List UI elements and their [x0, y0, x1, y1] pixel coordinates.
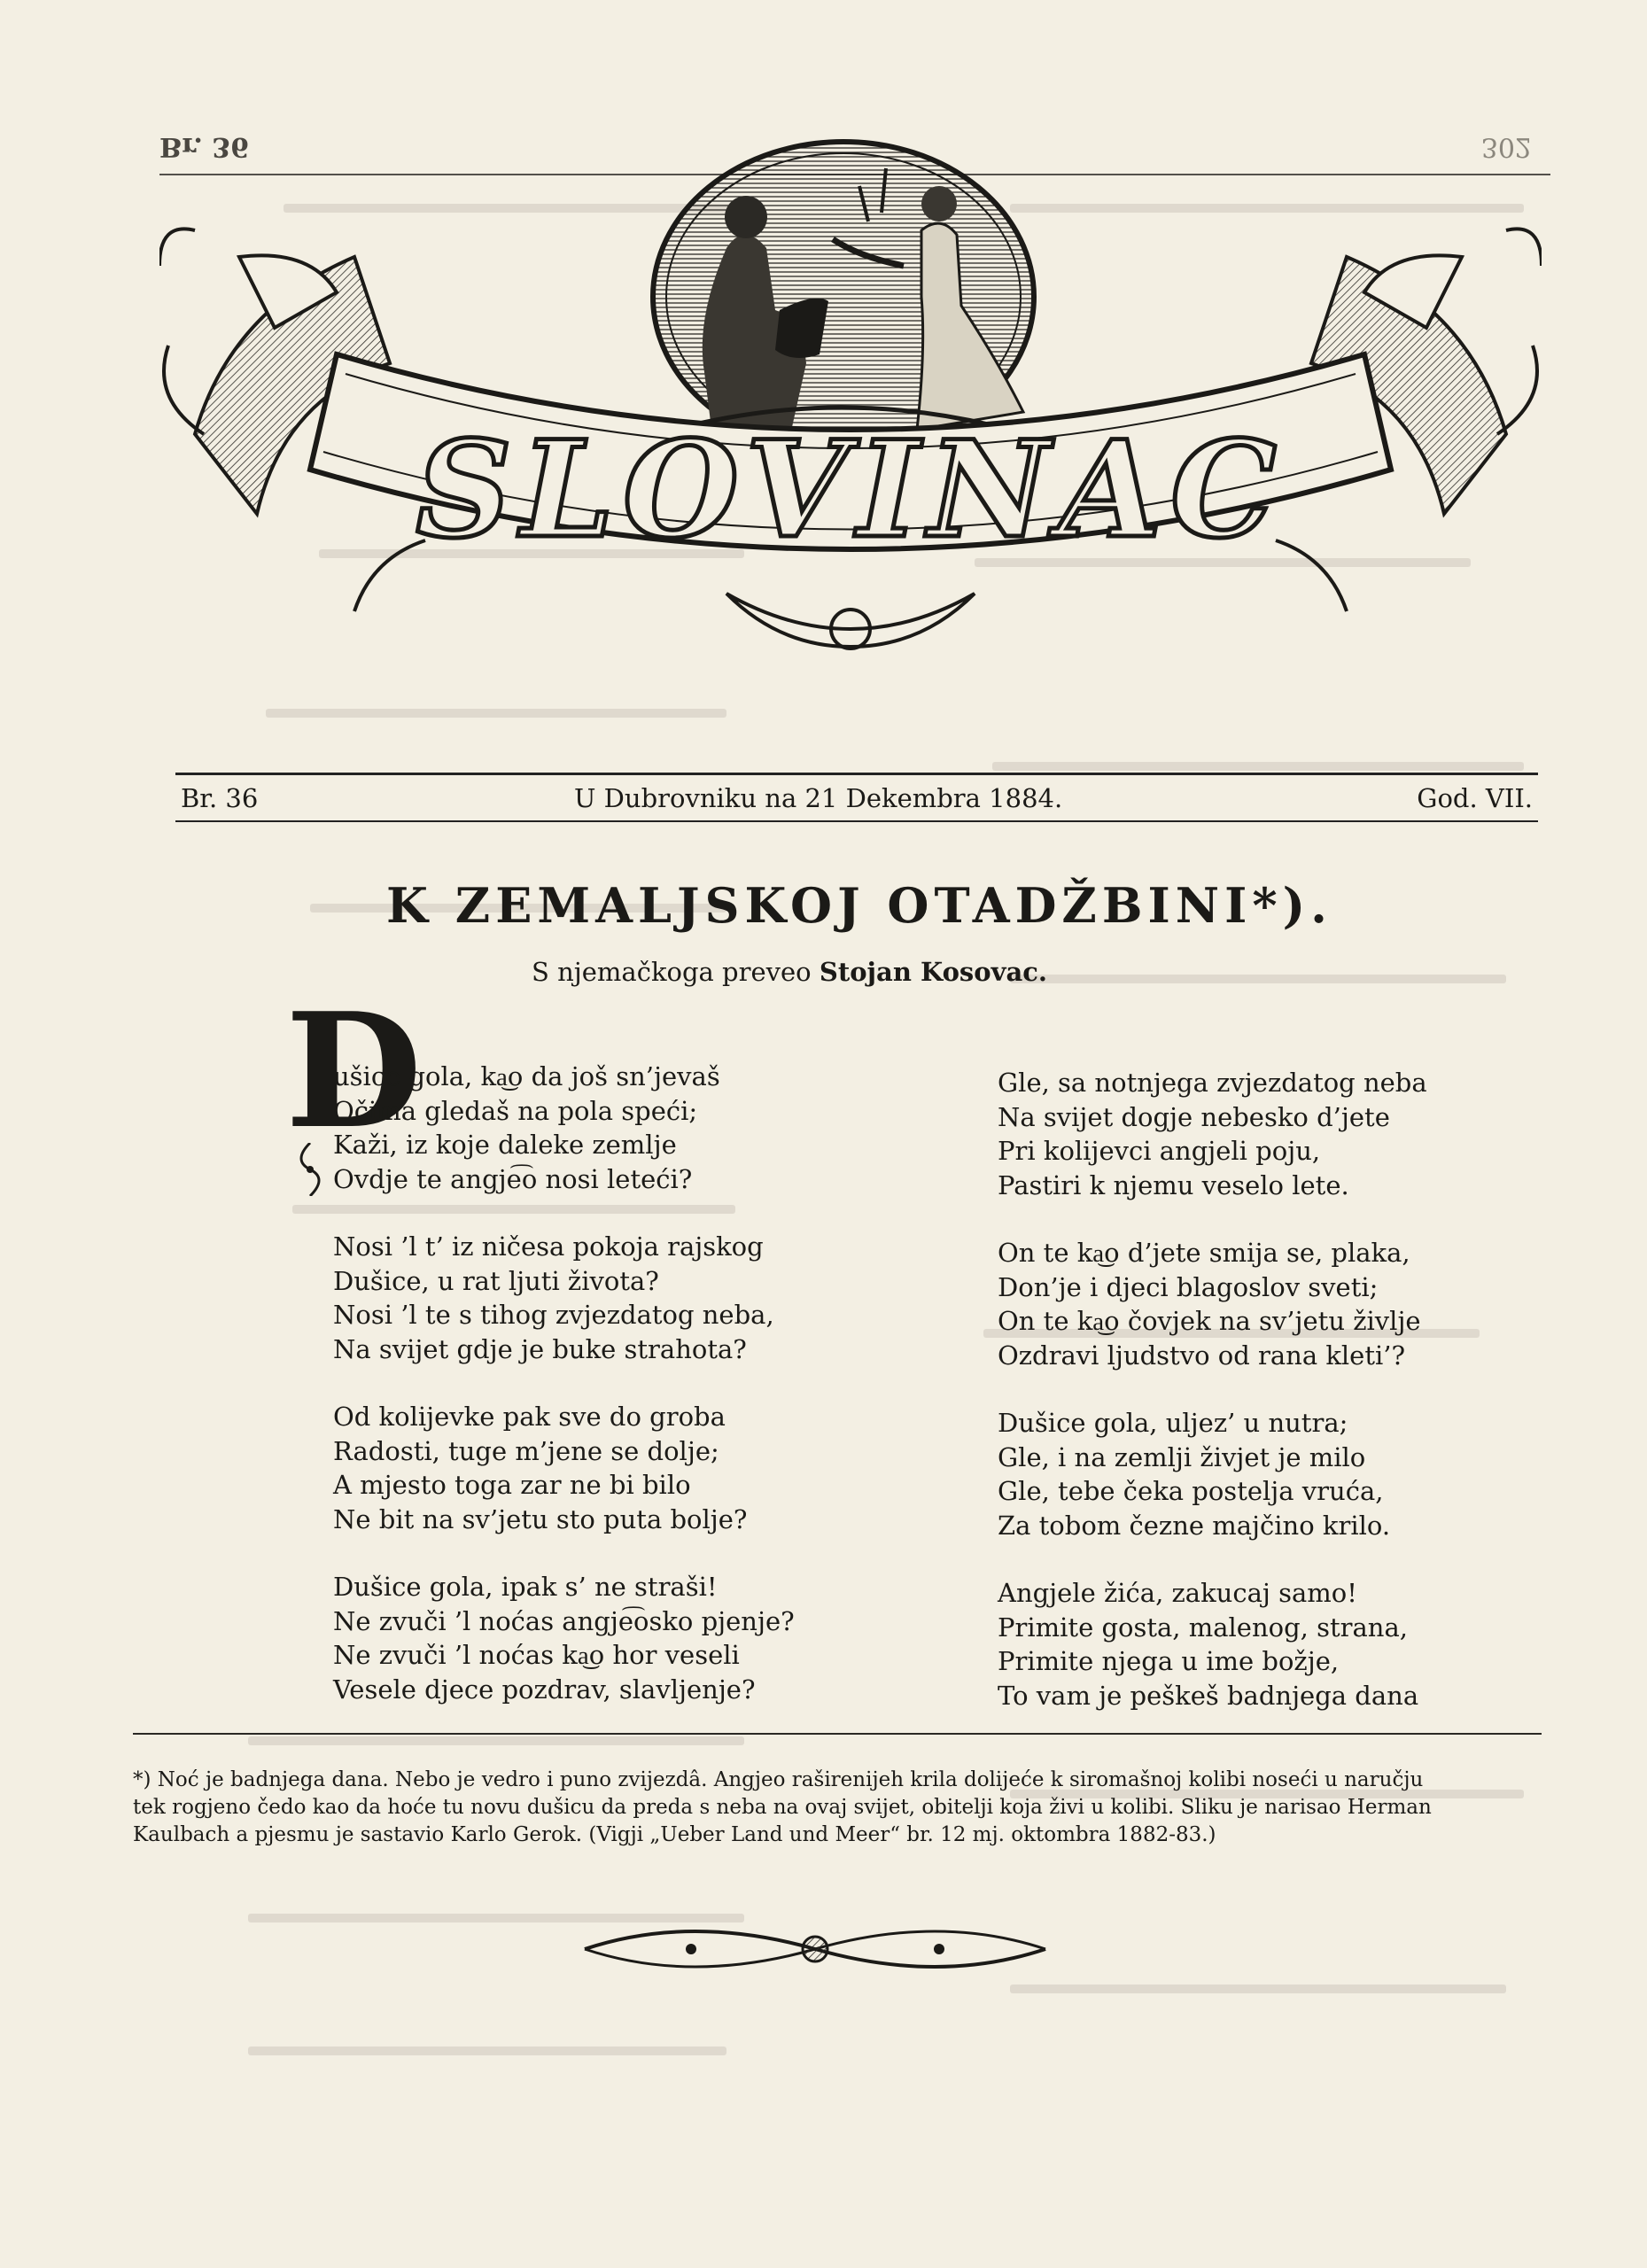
stanza — [333, 1060, 794, 1196]
poem-column-left — [333, 1060, 794, 1740]
issue-place-date: U Dubrovniku na 21 Dekembra 1884. — [574, 783, 1063, 813]
verse-line: Nosi ’l t’ iz ničesa pokoja rajskog — [333, 1231, 764, 1262]
issue-rule-bottom — [175, 820, 1538, 822]
verse-line: Ne zvuči ’l noćas ka͜o hor veseli — [333, 1640, 740, 1670]
verse-line: Očima gledaš na pola speći; — [333, 1095, 698, 1126]
verse-line: Don’je i djeci blagoslov sveti; — [998, 1271, 1379, 1302]
stanza — [333, 1230, 794, 1366]
closing-ornament-icon — [567, 1914, 1063, 1984]
footnote-line: tek rogjeno čedo kao da hoće tu novu dušicu da preda s neba na ovaj svijet, obitelji koja živi u kolibi. Sliku je narisao Herman — [133, 1796, 1432, 1819]
verse-line: Za tobom čezne majčino krilo. — [998, 1510, 1391, 1541]
verse-line: Dušice gola, ipak s’ ne straši! — [333, 1572, 718, 1602]
verse-line: Od kolijevke pak sve do groba — [333, 1402, 726, 1432]
translator-name: Stojan Kosovac. — [819, 957, 1047, 987]
masthead-title: SLOVINAC — [416, 412, 1286, 568]
verse-line: Dušice gola, uljez’ u nutra; — [998, 1408, 1348, 1438]
verse-line: ušice gola, ka͜o da još sn’jevaš — [333, 1061, 720, 1091]
masthead — [159, 133, 1542, 709]
verse-line: Na svijet gdje je buke strahota? — [333, 1333, 747, 1364]
masthead-illustration — [159, 133, 1542, 709]
verse-line: Radosti, tuge m’jene se dolje; — [333, 1435, 719, 1466]
verse-line: On te ka͜o d’jete smija se, plaka, — [998, 1238, 1410, 1268]
stanza — [998, 1236, 1458, 1372]
translator-prefix: S njemačkoga preveo — [532, 957, 812, 987]
page-number-left: Br. 36 — [159, 131, 250, 162]
issue-year: God. VII. — [1417, 783, 1533, 813]
verse-line: Nosi ’l te s tihog zvjezdatog neba, — [333, 1300, 774, 1330]
issue-number: Br. 36 — [181, 783, 259, 813]
verse-line: Primite njega u ime božje, — [998, 1646, 1340, 1676]
poem-column-right — [998, 1066, 1458, 1746]
stanza — [998, 1406, 1458, 1542]
footnote — [133, 1767, 1542, 1849]
verse-line: Kaži, iz koje daleke zemlje — [333, 1130, 677, 1160]
verse-line: Gle, sa notnjega zvjezdatog neba — [998, 1068, 1427, 1098]
verse-line: Dušice, u rat ljuti života? — [333, 1265, 659, 1296]
stanza — [998, 1066, 1458, 1202]
vignette-scene — [653, 142, 1034, 452]
verse-line: Primite gosta, malenog, strana, — [998, 1612, 1408, 1643]
verse-line: Gle, i na zemlji živjet je milo — [998, 1441, 1366, 1472]
poem-title: K ZEMALJSKOJ OTADŽBINI*). — [386, 877, 1332, 934]
stanza — [333, 1400, 794, 1536]
stanza — [998, 1576, 1458, 1713]
verse-line: Angjele žića, zakucaj samo! — [998, 1578, 1357, 1608]
verse-line: Ozdravi ljudstvo od rana kleti’? — [998, 1340, 1406, 1371]
dropcap-letter: D — [285, 978, 423, 1163]
verse-line: On te ka͜o čovjek na sv’jetu življe — [998, 1306, 1421, 1336]
verse-line: Ne bit na sv’jetu sto puta bolje? — [333, 1503, 748, 1534]
verse-line: Vesele djece pozdrav, slavljenje? — [333, 1674, 756, 1705]
verse-line: Na svijet dogje nebesko d’jete — [998, 1101, 1390, 1132]
verse-line: Gle, tebe čeka postelja vruća, — [998, 1476, 1384, 1506]
page-number-right: 302 — [1480, 131, 1532, 162]
verse-line: Pri kolijevci angjeli poju, — [998, 1136, 1321, 1166]
issue-bar — [175, 773, 1538, 822]
verse-line: Ovdje te angje͡o nosi leteći? — [333, 1163, 693, 1194]
verse-line: To vam je peškeš badnjega dana — [998, 1680, 1419, 1711]
footnote-divider — [133, 1733, 1542, 1735]
footnote-line: Kaulbach a pjesmu je sastavio Karlo Gerok. (Vigji „Ueber Land und Meer“ br. 12 mj. oktombra 1882-83.) — [133, 1823, 1216, 1846]
verse-line: Pastiri k njemu veselo lete. — [998, 1169, 1349, 1200]
stanza — [333, 1570, 794, 1706]
translator-credit — [532, 957, 1047, 987]
issue-rule-top — [175, 773, 1538, 775]
footnote-line: *) Noć je badnjega dana. Nebo je vedro i puno zvijezdâ. Angjeo raširenijeh krila dolijeće k siromašnoj kolibi noseći u naručju — [133, 1768, 1424, 1791]
verse-line: Ne zvuči ’l noćas angje͡osko pjenje? — [333, 1605, 795, 1636]
verse-line: A mjesto toga zar ne bi bilo — [333, 1470, 691, 1500]
